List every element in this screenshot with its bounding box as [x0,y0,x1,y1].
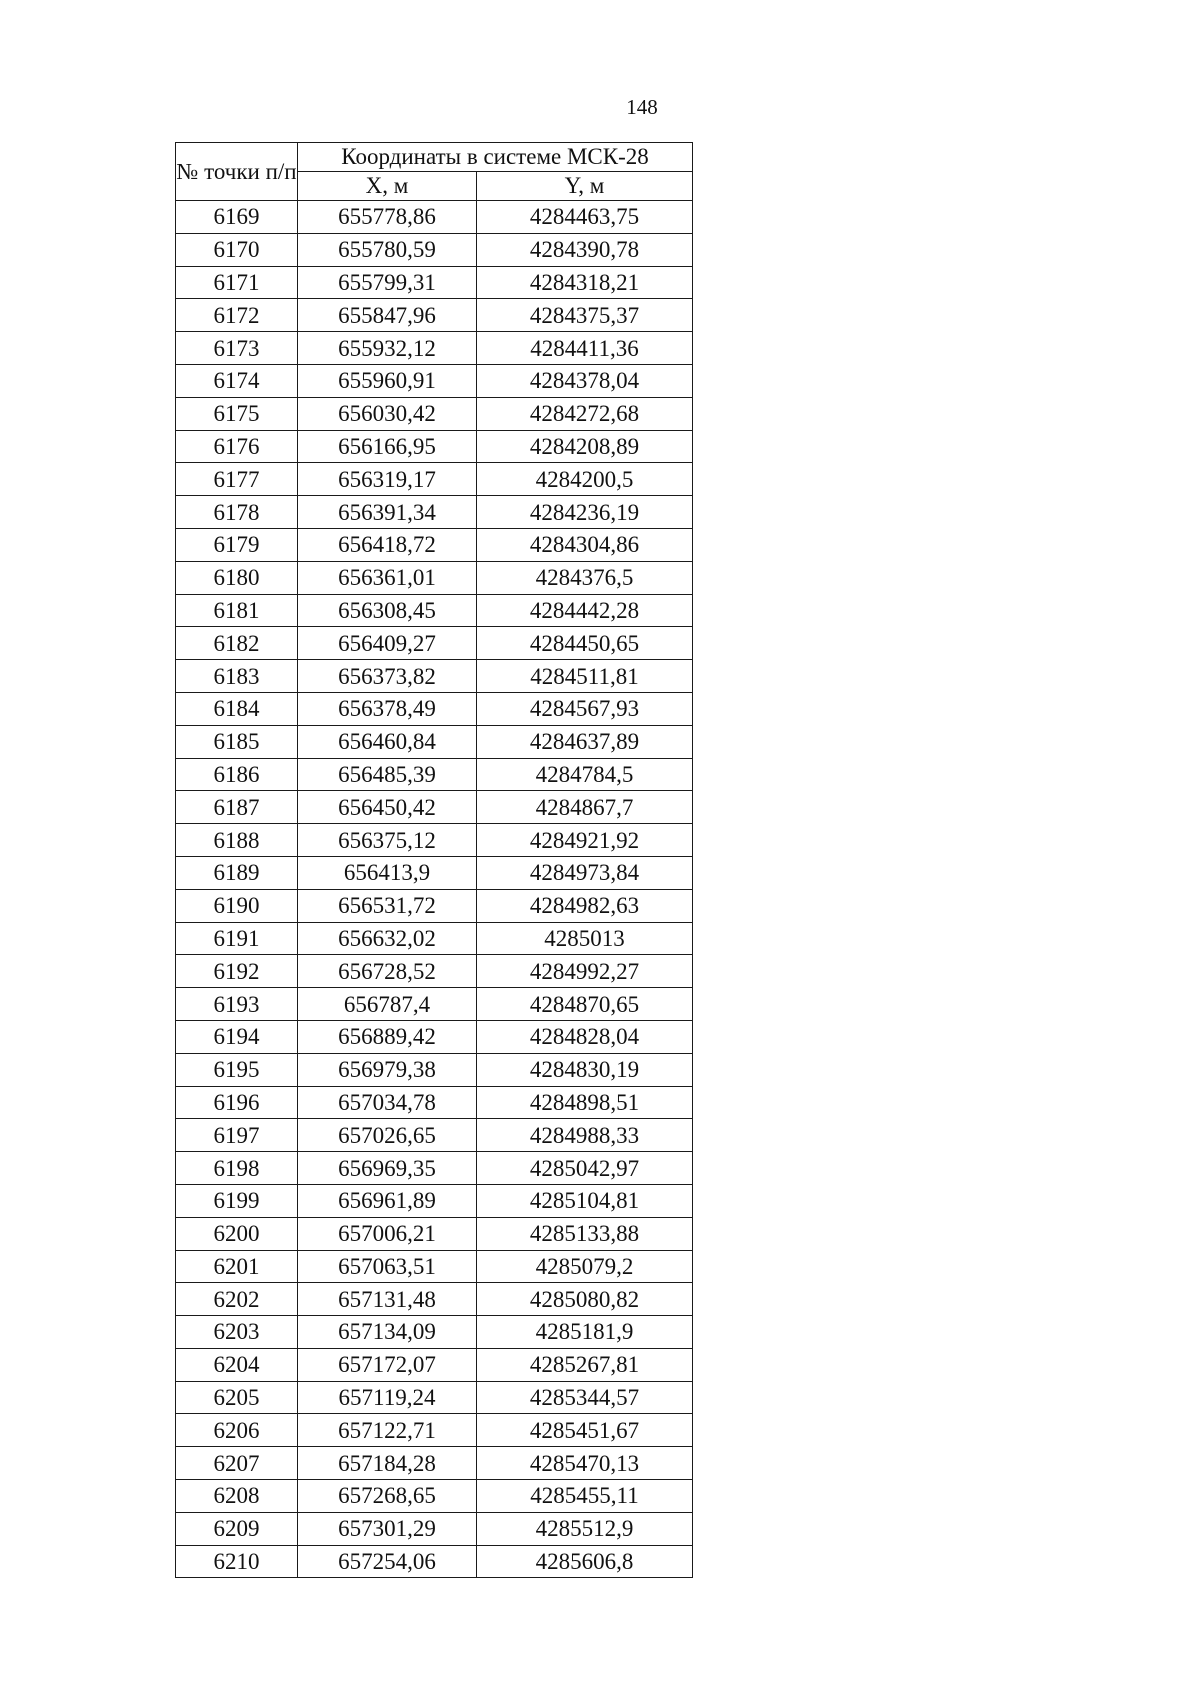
y-coordinate-cell: 4284867,7 [477,791,693,824]
point-number-cell: 6180 [176,561,298,594]
point-number-cell: 6182 [176,627,298,660]
y-coordinate-cell: 4284236,19 [477,496,693,529]
x-coordinate-cell: 656889,42 [298,1020,477,1053]
y-coordinate-cell: 4284390,78 [477,233,693,266]
x-coordinate-cell: 656485,39 [298,758,477,791]
x-coordinate-cell: 655780,59 [298,233,477,266]
table-row [176,1217,693,1250]
table-header [176,143,693,201]
table-row [176,496,693,529]
table-body [176,201,693,1578]
table-row [176,1086,693,1119]
table-row [176,364,693,397]
table-row [176,1447,693,1480]
x-coordinate-cell: 656413,9 [298,856,477,889]
x-coordinate-cell: 656632,02 [298,922,477,955]
coordinates-system-header: Координаты в системе МСК-28 [298,143,693,172]
table-row [176,430,693,463]
x-coordinate-cell: 656166,95 [298,430,477,463]
table-row [176,758,693,791]
x-coordinate-cell: 656375,12 [298,824,477,857]
x-coordinate-cell: 656979,38 [298,1053,477,1086]
point-number-header: № точки п/п [176,143,298,201]
x-coordinate-cell: 656531,72 [298,889,477,922]
y-coordinate-cell: 4285267,81 [477,1348,693,1381]
y-coordinate-cell: 4284304,86 [477,528,693,561]
x-column-header: X, м [298,172,477,201]
x-coordinate-cell: 656961,89 [298,1184,477,1217]
y-coordinate-cell: 4285080,82 [477,1283,693,1316]
y-coordinate-cell: 4284921,92 [477,824,693,857]
x-coordinate-cell: 656373,82 [298,660,477,693]
x-coordinate-cell: 656409,27 [298,627,477,660]
x-coordinate-cell: 656450,42 [298,791,477,824]
table-row [176,1545,693,1578]
y-coordinate-cell: 4285181,9 [477,1316,693,1349]
y-coordinate-cell: 4284318,21 [477,266,693,299]
y-coordinate-cell: 4285344,57 [477,1381,693,1414]
point-number-cell: 6175 [176,397,298,430]
y-coordinate-cell: 4284830,19 [477,1053,693,1086]
y-coordinate-cell: 4285512,9 [477,1512,693,1545]
point-number-cell: 6207 [176,1447,298,1480]
y-coordinate-cell: 4284567,93 [477,692,693,725]
point-number-cell: 6177 [176,463,298,496]
table-row [176,988,693,1021]
table-row [176,856,693,889]
x-coordinate-cell: 656361,01 [298,561,477,594]
y-coordinate-cell: 4285133,88 [477,1217,693,1250]
point-number-cell: 6176 [176,430,298,463]
table-row [176,824,693,857]
x-coordinate-cell: 655960,91 [298,364,477,397]
x-coordinate-cell: 655778,86 [298,201,477,234]
table-row [176,1414,693,1447]
y-coordinate-cell: 4285606,8 [477,1545,693,1578]
y-coordinate-cell: 4285455,11 [477,1480,693,1513]
point-number-cell: 6198 [176,1152,298,1185]
point-number-cell: 6189 [176,856,298,889]
x-coordinate-cell: 655932,12 [298,332,477,365]
x-coordinate-cell: 657063,51 [298,1250,477,1283]
y-coordinate-cell: 4284637,89 [477,725,693,758]
point-number-cell: 6169 [176,201,298,234]
x-coordinate-cell: 657254,06 [298,1545,477,1578]
x-coordinate-cell: 656728,52 [298,955,477,988]
point-number-cell: 6208 [176,1480,298,1513]
y-coordinate-cell: 4285451,67 [477,1414,693,1447]
y-coordinate-cell: 4284375,37 [477,299,693,332]
y-coordinate-cell: 4284988,33 [477,1119,693,1152]
x-coordinate-cell: 656418,72 [298,528,477,561]
x-coordinate-cell: 656391,34 [298,496,477,529]
y-coordinate-cell: 4284973,84 [477,856,693,889]
point-number-cell: 6183 [176,660,298,693]
point-number-cell: 6187 [176,791,298,824]
table-row [176,1020,693,1053]
y-coordinate-cell: 4285470,13 [477,1447,693,1480]
y-coordinate-cell: 4284272,68 [477,397,693,430]
point-number-cell: 6204 [176,1348,298,1381]
point-number-cell: 6201 [176,1250,298,1283]
point-number-cell: 6184 [176,692,298,725]
point-number-cell: 6191 [176,922,298,955]
point-number-cell: 6178 [176,496,298,529]
point-number-cell: 6185 [176,725,298,758]
table-row [176,1512,693,1545]
table-row [176,627,693,660]
x-coordinate-cell: 657122,71 [298,1414,477,1447]
x-coordinate-cell: 657172,07 [298,1348,477,1381]
point-number-cell: 6209 [176,1512,298,1545]
point-number-cell: 6196 [176,1086,298,1119]
y-column-header: Y, м [477,172,693,201]
x-coordinate-cell: 656787,4 [298,988,477,1021]
point-number-cell: 6186 [176,758,298,791]
point-number-cell: 6206 [176,1414,298,1447]
point-number-cell: 6190 [176,889,298,922]
y-coordinate-cell: 4284376,5 [477,561,693,594]
y-coordinate-cell: 4284463,75 [477,201,693,234]
point-number-cell: 6205 [176,1381,298,1414]
table-row [176,725,693,758]
y-coordinate-cell: 4284870,65 [477,988,693,1021]
point-number-cell: 6170 [176,233,298,266]
y-coordinate-cell: 4284208,89 [477,430,693,463]
x-coordinate-cell: 656460,84 [298,725,477,758]
point-number-cell: 6171 [176,266,298,299]
table-row [176,201,693,234]
y-coordinate-cell: 4284898,51 [477,1086,693,1119]
y-coordinate-cell: 4285104,81 [477,1184,693,1217]
x-coordinate-cell: 657184,28 [298,1447,477,1480]
point-number-cell: 6200 [176,1217,298,1250]
table-row [176,660,693,693]
point-number-cell: 6173 [176,332,298,365]
y-coordinate-cell: 4284450,65 [477,627,693,660]
table-row [176,692,693,725]
table-row [176,889,693,922]
table-row [176,463,693,496]
x-coordinate-cell: 657034,78 [298,1086,477,1119]
y-coordinate-cell: 4285042,97 [477,1152,693,1185]
y-coordinate-cell: 4285079,2 [477,1250,693,1283]
point-number-cell: 6202 [176,1283,298,1316]
x-coordinate-cell: 656969,35 [298,1152,477,1185]
table-row [176,955,693,988]
table-row [176,1480,693,1513]
x-coordinate-cell: 657131,48 [298,1283,477,1316]
table-row [176,528,693,561]
table-row [176,1184,693,1217]
table-row [176,1283,693,1316]
y-coordinate-cell: 4284828,04 [477,1020,693,1053]
y-coordinate-cell: 4284378,04 [477,364,693,397]
x-coordinate-cell: 656308,45 [298,594,477,627]
point-number-cell: 6172 [176,299,298,332]
table-row [176,1053,693,1086]
table-row [176,1381,693,1414]
table-row [176,397,693,430]
table-row [176,1152,693,1185]
x-coordinate-cell: 657134,09 [298,1316,477,1349]
y-coordinate-cell: 4284992,27 [477,955,693,988]
y-coordinate-cell: 4284411,36 [477,332,693,365]
table-row [176,299,693,332]
x-coordinate-cell: 657268,65 [298,1480,477,1513]
table-row [176,1316,693,1349]
x-coordinate-cell: 656378,49 [298,692,477,725]
point-number-cell: 6193 [176,988,298,1021]
point-number-cell: 6179 [176,528,298,561]
point-number-cell: 6197 [176,1119,298,1152]
x-coordinate-cell: 657026,65 [298,1119,477,1152]
point-number-cell: 6181 [176,594,298,627]
point-number-cell: 6210 [176,1545,298,1578]
point-number-cell: 6174 [176,364,298,397]
y-coordinate-cell: 4284784,5 [477,758,693,791]
point-number-cell: 6194 [176,1020,298,1053]
table-row [176,266,693,299]
x-coordinate-cell: 655847,96 [298,299,477,332]
table-row [176,1119,693,1152]
x-coordinate-cell: 656319,17 [298,463,477,496]
point-number-cell: 6188 [176,824,298,857]
y-coordinate-cell: 4285013 [477,922,693,955]
table-row [176,332,693,365]
x-coordinate-cell: 657119,24 [298,1381,477,1414]
coordinates-table [175,142,693,1578]
point-number-cell: 6192 [176,955,298,988]
x-coordinate-cell: 657006,21 [298,1217,477,1250]
table-row [176,922,693,955]
x-coordinate-cell: 655799,31 [298,266,477,299]
table-row [176,1348,693,1381]
table-row [176,233,693,266]
y-coordinate-cell: 4284200,5 [477,463,693,496]
page-number: 148 [626,95,658,119]
table-row [176,791,693,824]
point-number-cell: 6203 [176,1316,298,1349]
point-number-cell: 6199 [176,1184,298,1217]
point-number-cell: 6195 [176,1053,298,1086]
table-row [176,561,693,594]
x-coordinate-cell: 657301,29 [298,1512,477,1545]
x-coordinate-cell: 656030,42 [298,397,477,430]
y-coordinate-cell: 4284982,63 [477,889,693,922]
y-coordinate-cell: 4284442,28 [477,594,693,627]
y-coordinate-cell: 4284511,81 [477,660,693,693]
table-row [176,1250,693,1283]
table-row [176,594,693,627]
